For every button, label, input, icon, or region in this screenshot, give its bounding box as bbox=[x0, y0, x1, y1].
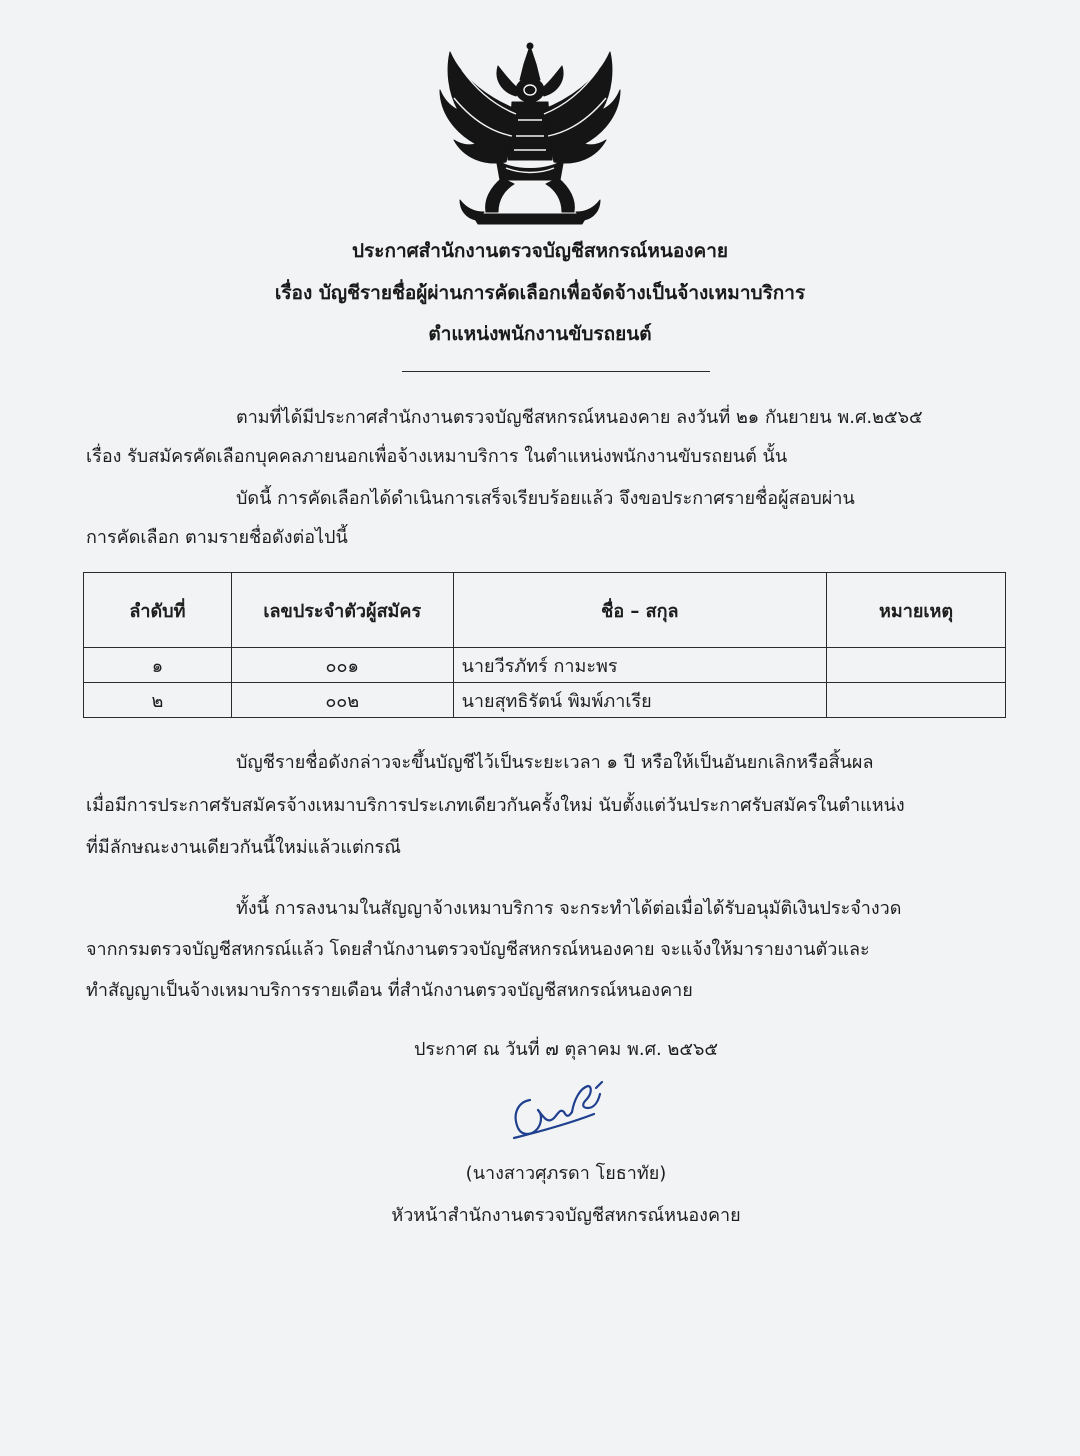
paragraph-1-line-2: เรื่อง รับสมัครคัดเลือกบุคคลภายนอกเพื่อจ้างเหมาบริการ ในตำแหน่งพนักงานขับรถยนต์ นั้น bbox=[86, 446, 788, 467]
cell-applicant-id: ๐๐๑ bbox=[231, 648, 453, 683]
paragraph-3-line-3: ที่มีลักษณะงานเดียวกันนี้ใหม่แล้วแต่กรณี bbox=[86, 837, 401, 858]
paragraph-4-line-2: จากกรมตรวจบัญชีสหกรณ์แล้ว โดยสำนักงานตรวจบัญชีสหกรณ์หนองคาย จะแจ้งให้มารายงานตัวและ bbox=[86, 939, 870, 960]
signer-name: (นางสาวศุภรดา โยธาทัย) bbox=[465, 1163, 667, 1184]
table-header-row bbox=[84, 573, 1006, 648]
results-table bbox=[83, 572, 1006, 718]
announcement-subject: เรื่อง บัญชีรายชื่อผู้ผ่านการคัดเลือกเพื่อจัดจ้างเป็นจ้างเหมาบริการ bbox=[274, 282, 806, 304]
paragraph-3-line-2: เมื่อมีการประกาศรับสมัครจ้างเหมาบริการประเภทเดียวกันครั้งใหม่ นับตั้งแต่วันประกาศรับสมัครในตำแหน่ง bbox=[86, 795, 905, 816]
title-divider bbox=[402, 371, 710, 372]
announcement-date: ประกาศ ณ วันที่ ๗ ตุลาคม พ.ศ. ๒๕๖๕ bbox=[413, 1039, 719, 1060]
announcement-position: ตำแหน่งพนักงานขับรถยนต์ bbox=[428, 323, 652, 345]
cell-order: ๒ bbox=[84, 683, 232, 718]
garuda-emblem-icon bbox=[432, 40, 628, 228]
cell-order: ๑ bbox=[84, 648, 232, 683]
header-full-name: ชื่อ – สกุล bbox=[453, 573, 827, 648]
paragraph-3-line-1: บัญชีรายชื่อดังกล่าวจะขึ้นบัญชีไว้เป็นระยะเวลา ๑ ปี หรือให้เป็นอันยกเลิกหรือสิ้นผล bbox=[236, 752, 874, 773]
paragraph-1-line-1: ตามที่ได้มีประกาศสำนักงานตรวจบัญชีสหกรณ์หนองคาย ลงวันที่ ๒๑ กันยายน พ.ศ.๒๕๖๕ bbox=[236, 407, 923, 428]
cell-full-name: นายวีรภัทร์ กามะพร bbox=[453, 648, 827, 683]
paragraph-4-line-3: ทำสัญญาเป็นจ้างเหมาบริการรายเดือน ที่สำนักงานตรวจบัญชีสหกรณ์หนองคาย bbox=[86, 980, 693, 1001]
paragraph-2-line-2: การคัดเลือก ตามรายชื่อดังต่อไปนี้ bbox=[86, 527, 348, 548]
table-row bbox=[84, 683, 1006, 718]
cell-full-name: นายสุทธิรัตน์ พิมพ์ภาเรีย bbox=[453, 683, 827, 718]
cell-applicant-id: ๐๐๒ bbox=[231, 683, 453, 718]
signature-icon bbox=[508, 1078, 608, 1144]
signer-title: หัวหน้าสำนักงานตรวจบัญชีสหกรณ์หนองคาย bbox=[391, 1205, 741, 1226]
header-remark: หมายเหตุ bbox=[827, 573, 1006, 648]
paragraph-4-line-1: ทั้งนี้ การลงนามในสัญญาจ้างเหมาบริการ จะกระทำได้ต่อเมื่อได้รับอนุมัติเงินประจำงวด bbox=[236, 898, 902, 919]
cell-remark bbox=[827, 648, 1006, 683]
announcement-title: ประกาศสำนักงานตรวจบัญชีสหกรณ์หนองคาย bbox=[351, 240, 729, 262]
paragraph-2-line-1: บัดนี้ การคัดเลือกได้ดำเนินการเสร็จเรียบร้อยแล้ว จึงขอประกาศรายชื่อผู้สอบผ่าน bbox=[236, 488, 855, 509]
table-row bbox=[84, 648, 1006, 683]
cell-remark bbox=[827, 683, 1006, 718]
header-applicant-id: เลขประจำตัวผู้สมัคร bbox=[231, 573, 453, 648]
header-order: ลำดับที่ bbox=[84, 573, 232, 648]
